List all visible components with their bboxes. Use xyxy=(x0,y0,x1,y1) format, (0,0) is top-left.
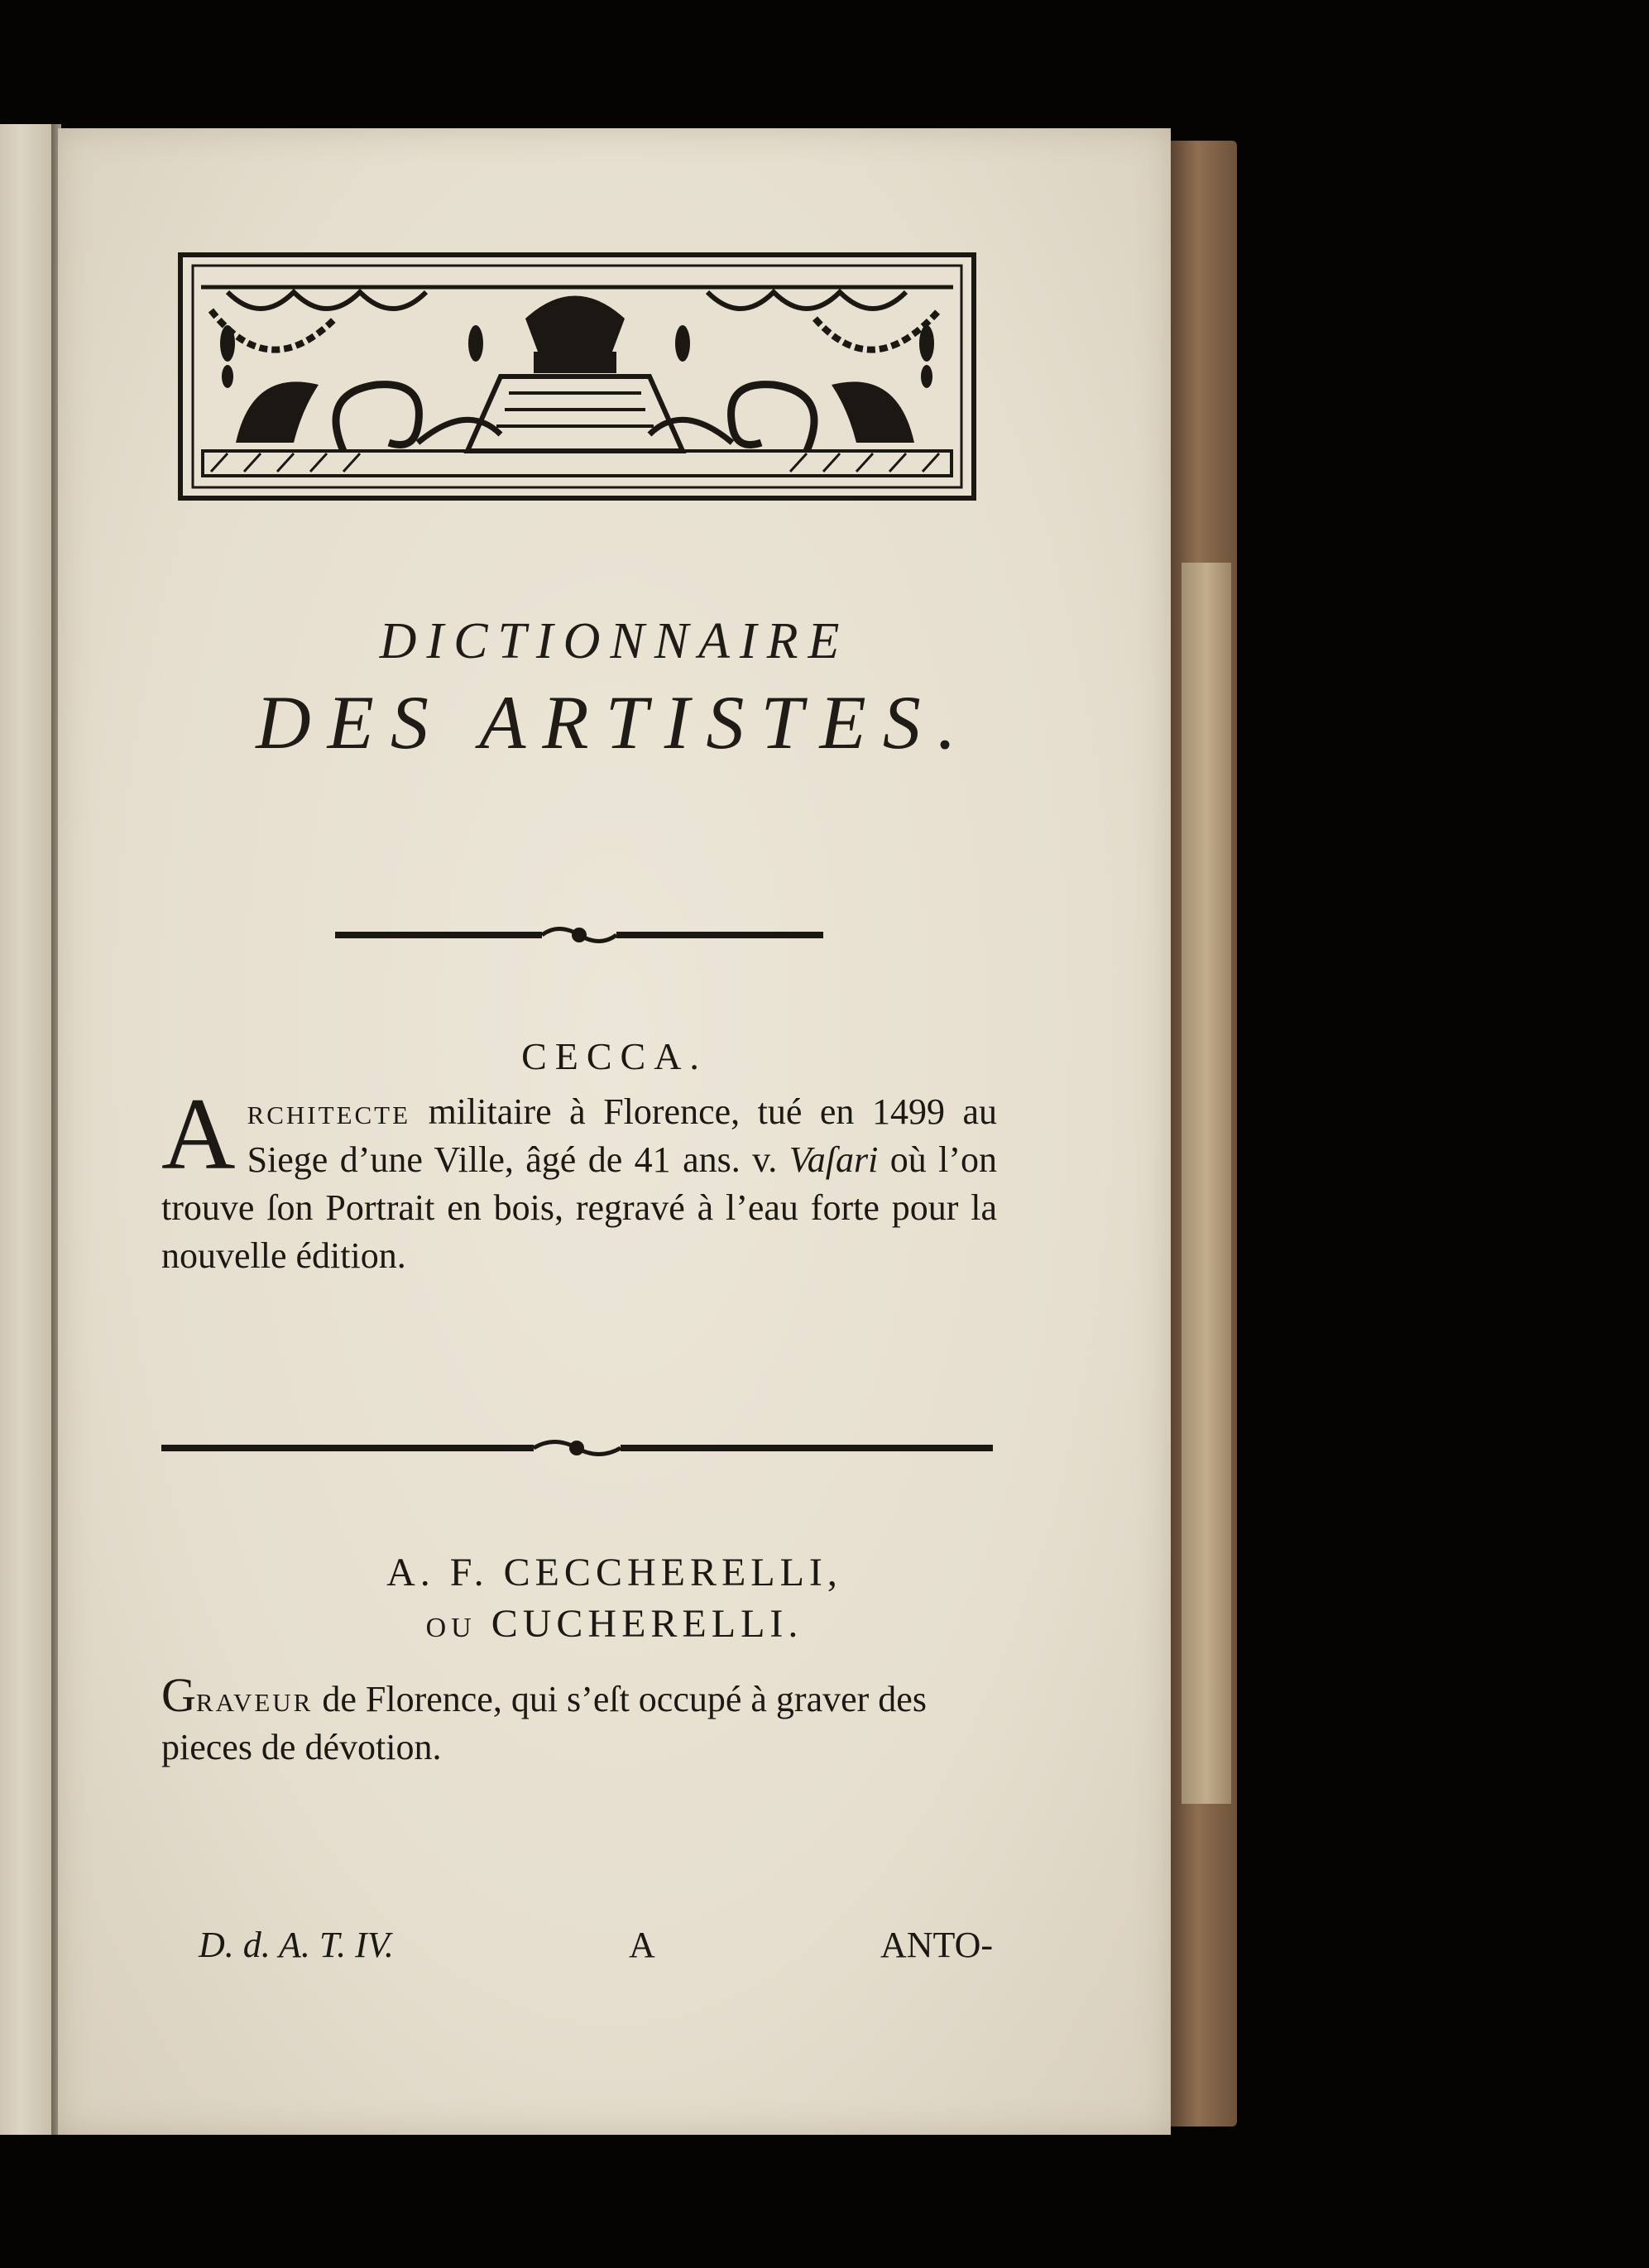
entry-heading-cecca: CECCA. xyxy=(521,1035,707,1077)
entry-smallcaps: rchitecte xyxy=(247,1091,411,1132)
ornamental-headpiece-icon xyxy=(178,252,976,501)
heading-line-2 xyxy=(58,1599,1171,1650)
entry-text-part: où l’on trouve ſon Portrait en bois, regravé à l’eau forte pour la nouvelle édition. xyxy=(161,1139,997,1276)
heading-cucherelli: CUCHERELLI. xyxy=(491,1602,803,1646)
heading-ou: ou xyxy=(425,1602,477,1646)
book-binding-highlight xyxy=(1182,563,1231,1804)
entry-italic-vasari: Vaſari xyxy=(789,1139,879,1180)
entry-heading-ceccherelli xyxy=(58,1547,1171,1650)
page-footer xyxy=(199,1924,993,1973)
entry-text-part: militaire à Florence, tué en 1499 au Siege d’une Ville, âgé de 41 ans. v. xyxy=(247,1091,997,1180)
entry-text-cecca xyxy=(161,1077,997,1280)
drop-cap: A xyxy=(161,1077,236,1191)
catchword: ANTO- xyxy=(880,1925,993,1965)
entry-cap: G xyxy=(161,1668,196,1722)
entry-text-ceccherelli xyxy=(161,1668,997,1772)
signature-mark: D. d. A. T. IV. xyxy=(199,1925,394,1965)
entry-text-part: de Florence, qui s’eſt occupé à graver des pieces de dévotion. xyxy=(161,1679,927,1767)
ornamental-rule-icon xyxy=(335,923,823,947)
gathering-mark: A xyxy=(629,1925,655,1965)
facing-page-edge xyxy=(0,124,55,2135)
heading-line-1: A. F. CECCHERELLI, xyxy=(386,1551,842,1594)
ornamental-rule-icon xyxy=(161,1436,993,1460)
book-page xyxy=(58,128,1171,2135)
entry-smallcaps: raveur xyxy=(195,1679,314,1719)
title-des-artistes: DES ARTISTES. xyxy=(256,680,973,765)
title-dictionnaire: DICTIONNAIRE xyxy=(379,613,850,669)
